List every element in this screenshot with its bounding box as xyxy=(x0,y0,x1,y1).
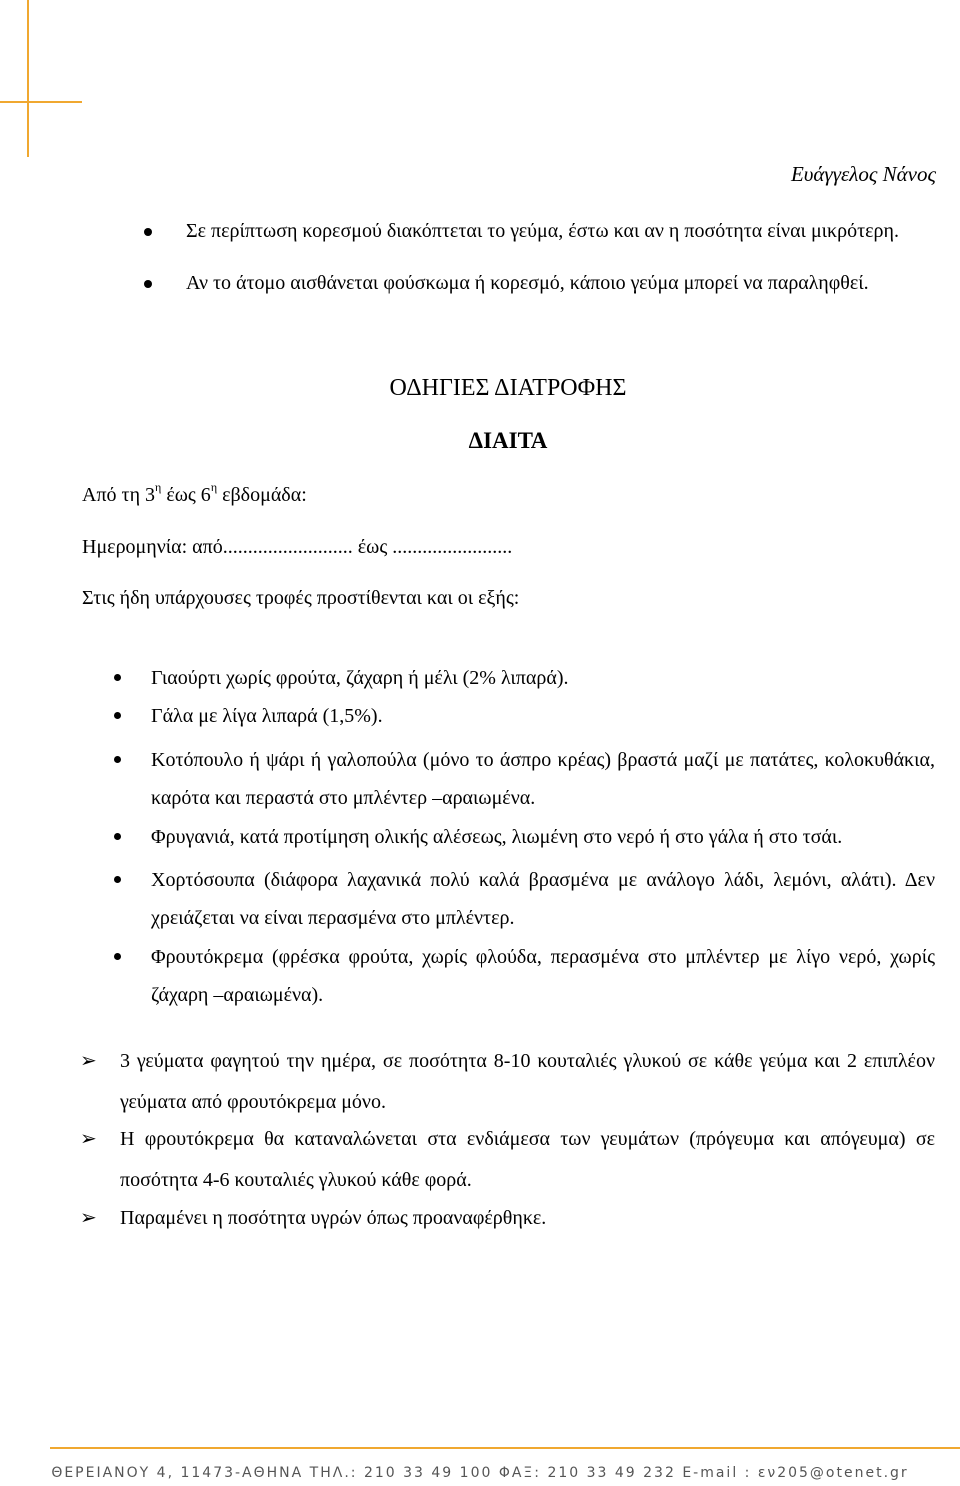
bullet-icon xyxy=(114,876,121,883)
footer-contact: ΘΕΡΕΙΑΝΟΥ 4, 11473-ΑΘΗΝΑ ΤΗΛ.: 210 33 49 100 ΦΑΞ: 210 33 49 232 E-mail : εν205@otenet.gr xyxy=(51,1465,909,1481)
instruction-item xyxy=(80,1119,935,1201)
bullet-icon xyxy=(144,280,152,288)
food-item-text: Κοτόπουλο ή ψάρι ή γαλοπούλα (μόνο το άσπρο κρέας) βραστά μαζί με πατάτες, κολοκυθάκια, καρότα και περαστά στο μπλέντερ –αραιωμένα. xyxy=(151,749,935,809)
food-item-text: Γάλα με λίγα λιπαρά (1,5%). xyxy=(151,705,383,727)
top-bullet xyxy=(150,270,935,322)
bullet-icon xyxy=(114,756,121,763)
bullet-icon xyxy=(114,674,121,681)
top-bullet-text: Σε περίπτωση κορεσμού διακόπτεται το γεύμα, έστω και αν η ποσότητα είναι μικρότερη. xyxy=(186,220,899,242)
food-item xyxy=(114,938,935,1014)
intro-text: Στις ήδη υπάρχουσες τροφές προστίθενται και οι εξής: xyxy=(82,587,520,609)
arrow-bullet-icon: ➢ xyxy=(80,1128,97,1150)
page-title: ΟΔΗΓΙΕΣ ΔΙΑΤΡΟΦΗΣ xyxy=(389,375,627,401)
instruction-text: 3 γεύματα φαγητού την ημέρα, σε ποσότητα 8-10 κουταλιές γλυκού σε κάθε γεύμα και 2 επιπλέον γεύματα από φρουτόκρεμα μόνο. xyxy=(120,1050,935,1113)
instruction-item xyxy=(80,1041,935,1123)
author-name: Ευάγγελος Νάνος xyxy=(790,162,936,186)
food-item-text: Φρυγανιά, κατά προτίμηση ολικής αλέσεως, λιωμένη στο νερό ή στο γάλα ή στο τσάι. xyxy=(151,826,843,848)
food-item xyxy=(114,659,935,697)
instruction-text: Η φρουτόκρεμα θα καταναλώνεται στα ενδιάμεσα των γευμάτων (πρόγευμα και απόγευμα) σε ποσότητα 4-6 κουταλιές γλυκού κάθε φορά. xyxy=(120,1128,935,1191)
corner-line-horizontal xyxy=(0,101,82,103)
food-item-text: Φρουτόκρεμα (φρέσκα φρούτα, χωρίς φλούδα, περασμένα στο μπλέντερ με λίγο νερό, χωρίς ζάχαρη –αραιωμένα). xyxy=(151,946,935,1006)
footer-line xyxy=(50,1447,960,1449)
arrow-bullet-icon: ➢ xyxy=(80,1207,97,1229)
instruction-text: Παραμένει η ποσότητα υγρών όπως προαναφέρθηκε. xyxy=(120,1207,547,1229)
food-item-text: Γιαούρτι χωρίς φρούτα, ζάχαρη ή μέλι (2% λιπαρά). xyxy=(151,667,569,689)
food-item xyxy=(114,741,935,817)
food-item xyxy=(114,861,935,937)
instruction-item xyxy=(80,1198,935,1239)
bullet-icon xyxy=(114,712,121,719)
arrow-bullet-icon: ➢ xyxy=(80,1050,97,1072)
bullet-icon xyxy=(144,228,152,236)
page-subtitle: ΔΙΑΙΤΑ xyxy=(468,428,548,453)
food-item xyxy=(114,697,935,735)
period-line: Από τη $3^\eta$ έως $6^\eta$ εβδομάδα: xyxy=(82,480,307,506)
food-item xyxy=(114,818,935,856)
top-bullet-text: Αν το άτομο αισθάνεται φούσκωμα ή κορεσμό, κάποιο γεύμα μπορεί να παραληφθεί. xyxy=(186,272,869,294)
corner-line-vertical xyxy=(27,0,29,157)
top-bullet xyxy=(150,218,935,270)
date-line: Ημερομηνία: από.......................... έως ........................ xyxy=(82,536,513,558)
bullet-icon xyxy=(114,953,121,960)
bullet-icon xyxy=(114,833,121,840)
food-item-text: Χορτόσουπα (διάφορα λαχανικά πολύ καλά βρασμένα με ανάλογο λάδι, λεμόνι, αλάτι). Δεν χρειάζεται να είναι περασμένα στο μπλέντερ. xyxy=(151,869,935,929)
